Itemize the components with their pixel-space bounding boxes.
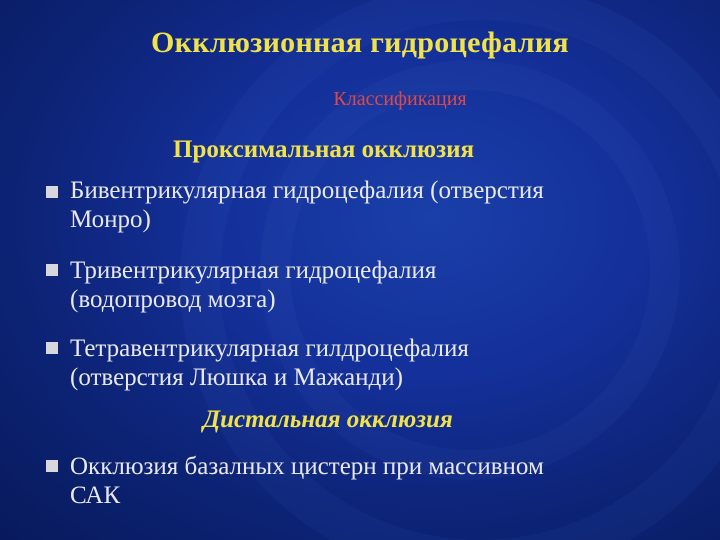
list-item-line: Монро): [70, 206, 151, 233]
list-item-line: (водопровод мозга): [70, 286, 276, 313]
square-bullet-icon: [46, 342, 58, 354]
list-item: [70, 452, 710, 510]
section-heading-distal: Дистальная окклюзия: [203, 406, 453, 433]
list-item: [70, 176, 710, 234]
list-item-line: (отверстия Люшка и Мажанди): [70, 364, 403, 391]
square-bullet-icon: [46, 460, 58, 472]
list-item-line: Бивентрикулярная гидроцефалия (отверстия: [70, 177, 544, 204]
list-item-line: Окклюзия базалных цистерн при массивном: [70, 453, 544, 480]
section-heading-proximal: Проксимальная окклюзия: [173, 136, 475, 163]
list-item-line: Тривентрикулярная гидроцефалия: [70, 257, 437, 284]
square-bullet-icon: [46, 186, 58, 198]
square-bullet-icon: [46, 264, 58, 276]
list-item-line: САК: [70, 482, 121, 509]
list-item-line: Тетравентрикулярная гилдроцефалия: [70, 335, 469, 362]
slide-title: Окклюзионная гидроцефалия: [151, 26, 569, 59]
list-item: [70, 256, 710, 314]
list-item: [70, 334, 710, 392]
slide-subtitle: Классификация: [333, 88, 467, 110]
